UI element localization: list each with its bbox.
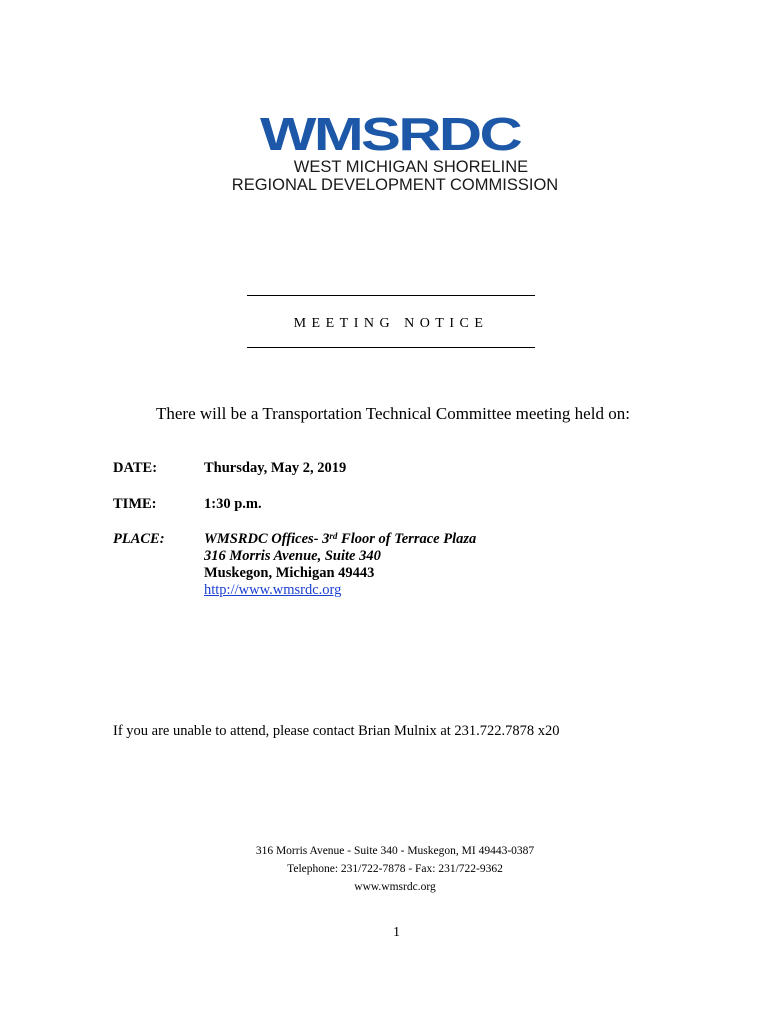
footer-website: www.wmsrdc.org — [354, 881, 436, 893]
time-value: 1:30 p.m. — [204, 496, 262, 512]
wmsrdc-logo — [230, 114, 560, 194]
logo-wordmark: WMSRDC — [260, 114, 521, 154]
place-city: Muskegon, Michigan 49443 — [204, 565, 375, 581]
notice-title: MEETING NOTICE — [293, 316, 489, 331]
place-street: 316 Morris Avenue, Suite 340 — [204, 548, 381, 564]
intro-text: There will be a Transportation Technical Committee meeting held on: — [156, 404, 630, 423]
footer-phone: Telephone: 231/722-7878 - Fax: 231/722-9362 — [287, 863, 503, 875]
time-label: TIME: — [113, 496, 157, 512]
place-venue: WMSRDC Offices- 3rd Floor of Terrace Plaza — [204, 531, 477, 547]
date-label: DATE: — [113, 460, 158, 476]
title-rule-top — [247, 295, 535, 296]
place-details — [204, 531, 476, 599]
title-rule-bottom — [247, 347, 535, 348]
footer-address: 316 Morris Avenue - Suite 340 - Muskegon, MI 49443-0387 — [255, 845, 535, 857]
date-value: Thursday, May 2, 2019 — [204, 460, 347, 476]
logo-subtitle-line1: WEST MICHIGAN SHORELINE — [293, 158, 529, 176]
page-number: 1 — [393, 925, 400, 940]
contact-text: If you are unable to attend, please contact Brian Mulnix at 231.722.7878 x20 — [113, 723, 560, 739]
place-label: PLACE: — [113, 531, 165, 547]
website-link[interactable]: http://www.wmsrdc.org — [204, 582, 342, 598]
logo-subtitle-line2: REGIONAL DEVELOPMENT COMMISSION — [231, 176, 559, 194]
